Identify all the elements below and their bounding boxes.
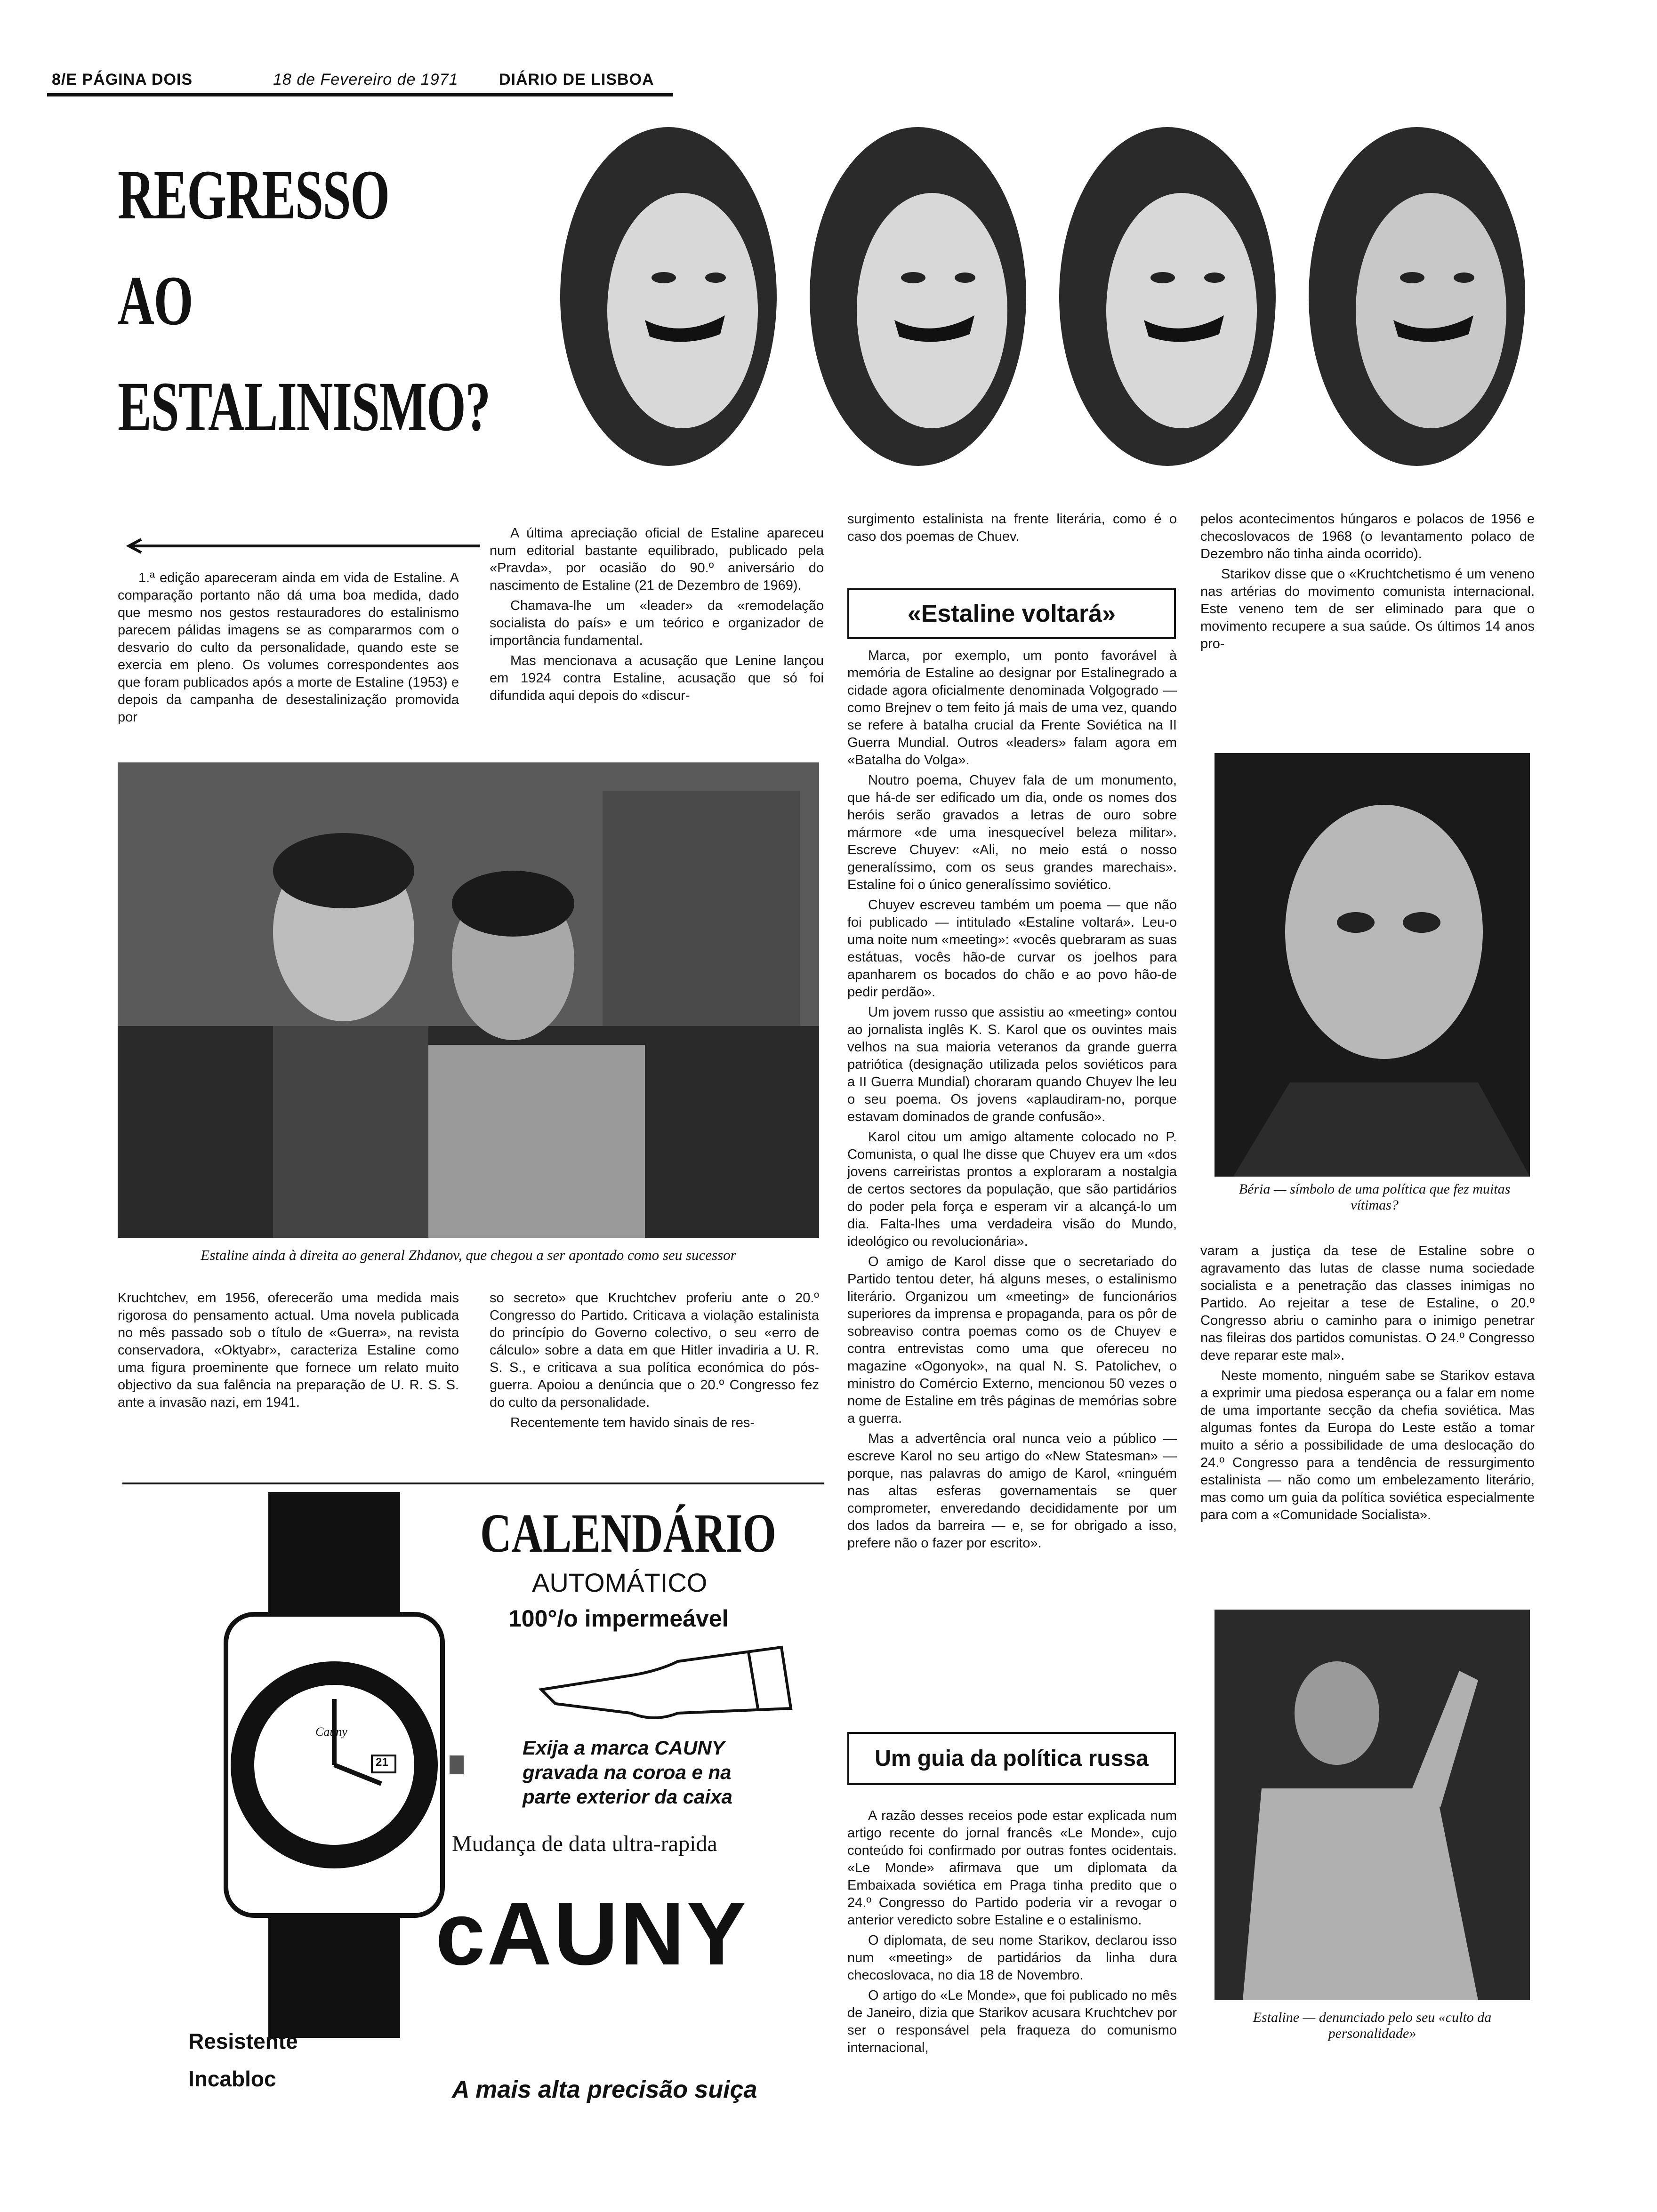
issue-date: 18 de Fevereiro de 1971 [273,71,458,88]
arrow-left-icon [122,537,485,558]
paragraph: so secreto» que Kruchtchev proferiu ante o 20.º Congresso do Partido. Criticava a violação estalinista do princípio do Governo colectivo, o seu «erro de cálculo» sobre a data em que Hitler invadiria a U. R. S. S., e criticava a sua política económica do pós-guerra. Apoiou a denúncia que o 20.º Congresso fez do culto da personalidade. [490,1290,819,1410]
ad-incabloc: Incabloc [188,2067,276,2091]
ad-date-change: Mudança de data ultra-rapida [452,1831,717,1856]
ad-brand-logo: cAUNY [435,1884,748,1984]
ad-require-line-1: Exija a marca CAUNY [523,1737,725,1759]
ad-title: CALENDÁRIO [480,1502,777,1564]
ad-slogan: A mais alta precisão suiça [452,2076,757,2103]
page-label: 8/E PÁGINA DOIS [52,71,193,88]
paragraph: 1.ª edição apareceram ainda em vida de Estaline. A comparação portanto não dá uma boa medida, dado que mesmo nos gestos restauradores do estalinismo parecem pálidas imagens se as compararmos com o desvario do culto da personalidade, quando este se exercia em pleno. Os volumes correspondentes aos que foram publicados após a morte de Estaline (1953) e depois da campanha de desestalinização promovida por [118,570,459,725]
paragraph: A última apreciação oficial de Estaline apareceu num editorial bastante equilibrado, publicado pela «Pravda», por ocasião do 90.º aniversário do nascimento de Estaline (21 de Dezembro de 1969). [490,526,824,593]
headline-line-1: REGRESSO [118,156,389,234]
pointing-hand-icon [537,1633,800,1730]
paragraph: Kruchtchev, em 1956, oferecerão uma medida mais rigorosa do pensamento actual. Uma novela publicada no mês passado sob o título de «Guerra», na revista conservadora, «Oktyabr», caracteriza Estaline como uma figura proeminente que fornece um relato muito objectivo da sua falência na preparação de U. R. S. S. ante a invasão nazi, em 1941. [118,1290,459,1410]
stalin-portrait-2 [810,127,1026,466]
col3-top-text [847,511,1177,548]
paragraph: Mas mencionava a acusação que Lenine lançou em 1924 contra Estaline, acusação que só foi difundida aqui depois do «discur- [490,653,824,703]
paragraph: pelos acontecimentos húngaros e polacos de 1956 e checoslovacos de 1968 (o levantamento polaco de Dezembro não tinha ainda ocorrido). [1200,512,1535,561]
headline-line-3: ESTALINISMO? [118,368,490,446]
paragraph: surgimento estalinista na frente literária, como é o caso dos poemas de Chuev. [847,512,1177,544]
ad-waterproof: 100°/o impermeável [508,1605,729,1632]
watch-date-window: 21 [376,1756,388,1769]
section-title-estaline-voltara: «Estaline voltará» [847,588,1176,639]
beria-photo [1215,753,1530,1177]
stalin-caption: Estaline — denunciado pelo seu «culto da personalidade» [1253,2010,1492,2041]
stalin-gesturing-photo [1215,1610,1530,2000]
paragraph: O diplomata, de seu nome Starikov, declarou isso num «meeting» de partidários da linha dura checoslovaca, no dia 18 de Novembro. [847,1933,1177,1983]
masthead-rule [47,93,673,96]
col3-main-text [847,647,1177,1555]
paragraph: Starikov disse que o «Kruchtchetismo é um veneno nas artérias do movimento comunista internacional. Este veneno tem de ser eliminado para que o movimento recupere a sua saúde. Os últimos 14 anos pro- [1200,567,1535,651]
col2-top-text [490,525,824,707]
stalin-portrait-1 [560,127,777,466]
paragraph: A razão desses receios pode estar explicada num artigo recente do jornal francês «Le Monde», cujo conteúdo foi confirmado por outras fontes ocidentais. «Le Monde» afirmava que um diplomata da Embaixada soviética em Praga tinha predito que o 24.º Congresso do Partido poderia vir a revogar o anterior veredicto sobre Estaline e o estalinismo. [847,1808,1177,1928]
stalin-zhdanov-photo [118,762,819,1238]
cauny-advertisement [122,1492,824,2141]
newspaper-name: DIÁRIO DE LISBOA [499,71,654,88]
stalin-portrait-3 [1059,127,1276,466]
ad-require-line-3: parte exterior da caixa [523,1786,732,1808]
col2-bottom-text [490,1290,819,1435]
paragraph: Um jovem russo que assistiu ao «meeting» contou ao jornalista inglês K. S. Karol que os ouvintes mais velhos na sua maioria veteranos da grande guerra patriótica (designação utilizada pelos soviéticos para a II Guerra Mundial) choraram quando Chuyev lhe leu o seu poema. Os jovens «aplaudiram-no, porque estavam dominados de grande confusão». [847,1005,1177,1124]
col4-bottom-text [1200,1242,1535,1527]
paragraph: Mas a advertência oral nunca veio a público — escreve Karol no seu artigo do «New Statesman» — porque, nas palavras do amigo de Karol, «ninguém nas altas esferas governamentais se quer comprometer, enveredando decididamente por um dos lados da barreira — e, se for obrigado a isso, prefere não o fazer por escrito». [847,1431,1177,1551]
paragraph: Karol citou um amigo altamente colocado no P. Comunista, o qual lhe disse que Chuyev era um «dos jovens carreiristas prontos a exploraram a nostalgia de certos sectores da população, que são partidários do poder pela força e esperam vir a alcançá-lo um dia. Falta-lhes uma verdadeira visão do Mundo, ideológico ou revolucionária». [847,1130,1177,1249]
stalin-portrait-row [546,113,1539,485]
paragraph: Noutro poema, Chuyev fala de um monumento, que há-de ser edificado um dia, onde os nomes dos heróis serão gravados a letras de ouro sobre mármore «de uma inesquecível beleza militar». Escreve Chuyev: «Ali, no meio está o nosso generalíssimo, com os seus grandes marechais». Estaline foi o único generalíssimo soviético. [847,773,1177,892]
paragraph: varam a justiça da tese de Estaline sobre o agravamento das lutas de classe numa sociedade socialista e a penetração das classes inimigas no Partido. Ao rejeitar a tese de Estaline, o 20.º Congresso abriu o caminho para o inimigo penetrar nas fileiras dos partidos comunistas. O 24.º Congresso deve reparar este mal». [1200,1243,1535,1363]
paragraph: Chuyev escreveu também um poema — que não foi publicado — intitulado «Estaline voltará». Leu-o uma noite num «meeting»: «vocês quebraram as suas estátuas, vocês hão-de curvar os joelhos para apanharem os bocados do chão e ao povo hão-de pedir perdão». [847,898,1177,1000]
col1-top-text [118,569,459,729]
section-title-guia-politica: Um guia da política russa [847,1732,1176,1785]
stalin-portrait-4 [1309,127,1525,466]
paragraph: Recentemente tem havido sinais de res- [510,1415,755,1430]
watch-brand-label: Cauny [315,1725,347,1739]
ad-require-line-2: gravada na coroa e na [523,1761,732,1783]
watch-illustration [193,1492,475,2038]
ad-resistente: Resistente [188,2029,298,2053]
col1-bottom-text [118,1290,459,1414]
ad-subtitle: AUTOMÁTICO [532,1568,708,1597]
paragraph: Marca, por exemplo, um ponto favorável à memória de Estaline ao designar por Estalinegrado a cidade agora oficialmente denominada Volgogrado — como Brejnev o tem feito já mais de uma vez, quando se refere à batalha crucial da Frente Soviética na II Guerra Mundial. Outros «leaders» falam agora em «Batalha do Volga». [847,648,1177,768]
main-photo-caption: Estaline ainda à direita ao general Zhdanov, que chegou a ser apontado como seu sucessor [201,1247,736,1263]
paragraph: O artigo do «Le Monde», que foi publicado no mês de Janeiro, dizia que Starikov acusara Kruchtchev por ser o responsável pela fraqueza do comunismo internacional, [847,1988,1177,2055]
ad-top-rule [122,1483,824,1484]
col3-bottom-text [847,1807,1177,2060]
paragraph: Neste momento, ninguém sabe se Starikov estava a exprimir uma piedosa esperança ou a falar em nome de uma importante secção da chefia soviética. Mas algumas fontes da Europa do Leste estão a tomar muito a sério a possibilidade de uma deslocação do 24.º Congresso para a tendência de ressurgimento estalinista — não como um embelezamento literário, mas como um guia da política soviética especialmente para com a «Comunidade Socialista». [1200,1368,1535,1523]
col4-top-text [1200,511,1535,656]
paragraph: Chamava-lhe um «leader» da «remodelação socialista do país» e um teórico e organizador de importância fundamental. [490,598,824,648]
beria-caption: Béria — símbolo de uma política que fez muitas vítimas? [1239,1181,1511,1213]
paragraph: O amigo de Karol disse que o secretariado do Partido tentou deter, há alguns meses, o estalinismo literário. Organizou um «meeting» de funcionários superiores da imprensa e propaganda, para os pôr de sobreaviso contra poemas como os de Chuyev e contra entrevistas como uma que ofereceu no magazine «Ogonyok», na qual N. S. Patolichev, o ministro do Comércio Externo, mencionou 50 vezes o nome de Estaline em três páginas de memórias sobre a guerra. [847,1254,1177,1426]
headline-line-2: AO [118,262,193,340]
